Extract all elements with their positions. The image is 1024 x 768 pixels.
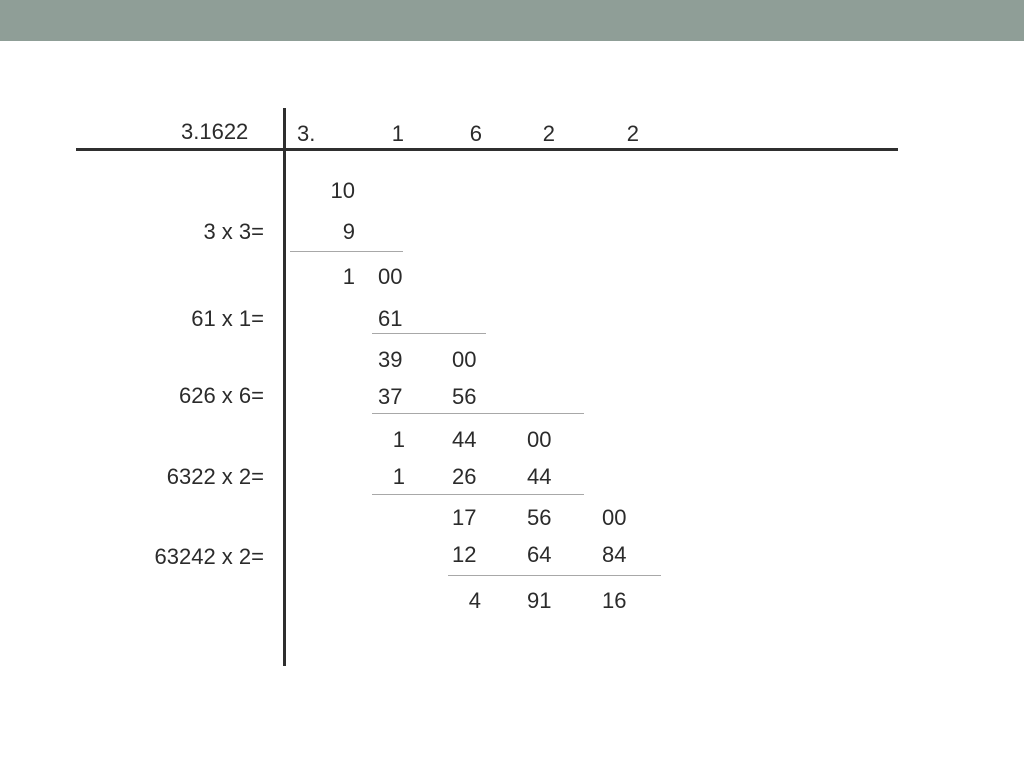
subtraction-line <box>448 575 661 576</box>
remainder-value: 17 <box>452 505 477 530</box>
slide-header-bar <box>0 0 1024 41</box>
product-value: 37 <box>378 384 403 409</box>
product-value: 56 <box>452 384 477 409</box>
product-value: 64 <box>527 542 552 567</box>
quotient-digit-3: 6 <box>469 121 482 146</box>
step-label: 63242 x 2= <box>154 544 264 569</box>
product-value: 1 <box>392 464 405 489</box>
remainder-value: 1 <box>342 264 355 289</box>
subtraction-line <box>372 333 486 334</box>
step-label: 626 x 6= <box>178 383 264 408</box>
subtraction-line <box>372 494 584 495</box>
remainder-value: 4 <box>468 588 481 613</box>
product-value: 44 <box>527 464 552 489</box>
square-root-result: 3.1622 <box>181 119 249 144</box>
step-label: 3 x 3= <box>203 219 264 244</box>
division-vertical-rule <box>283 108 286 666</box>
division-horizontal-rule <box>76 148 898 151</box>
quotient-digit-5: 2 <box>626 121 639 146</box>
product-value: 61 <box>378 306 403 331</box>
remainder-value: 1 <box>392 427 405 452</box>
product-value: 84 <box>602 542 627 567</box>
remainder-value: 00 <box>452 347 477 372</box>
subtraction-line <box>290 251 403 252</box>
remainder-value: 16 <box>602 588 627 613</box>
remainder-value: 00 <box>602 505 627 530</box>
remainder-value: 91 <box>527 588 552 613</box>
step-label: 6322 x 2= <box>166 464 264 489</box>
remainder-value: 00 <box>527 427 552 452</box>
product-value: 9 <box>342 219 355 244</box>
step-label: 61 x 1= <box>191 306 264 331</box>
remainder-value: 56 <box>527 505 552 530</box>
remainder-value: 44 <box>452 427 477 452</box>
quotient-digit-2: 1 <box>391 121 404 146</box>
remainder-value: 00 <box>378 264 403 289</box>
quotient-digit-1: 3. <box>297 121 316 146</box>
subtraction-line <box>372 413 584 414</box>
remainder-value: 39 <box>378 347 403 372</box>
quotient-digit-4: 2 <box>542 121 555 146</box>
product-value: 26 <box>452 464 477 489</box>
dividend-value: 10 <box>330 178 355 203</box>
product-value: 12 <box>452 542 477 567</box>
